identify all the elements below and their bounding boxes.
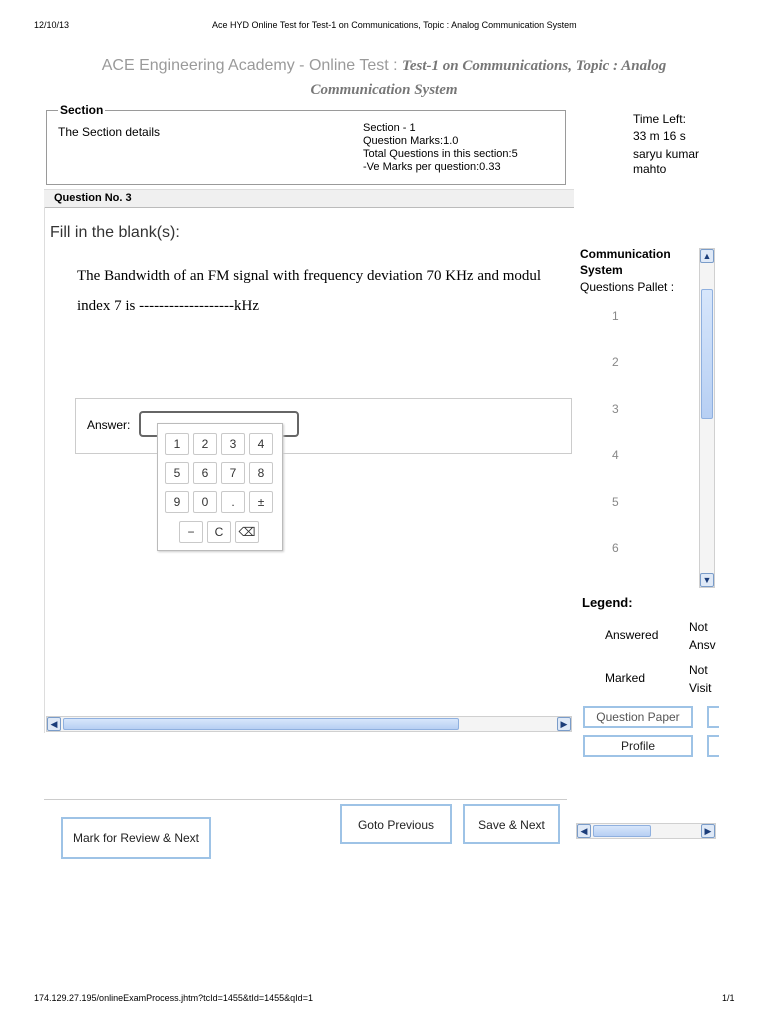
side-h-scrollbar[interactable] [576, 823, 716, 839]
legend-not-visited-line2: Visit [689, 681, 712, 695]
profile-button[interactable]: Profile [583, 735, 693, 757]
user-name-line2: mahto [633, 162, 667, 176]
key-7[interactable]: 7 [221, 462, 245, 484]
numeric-keypad [157, 423, 283, 551]
page-title [0, 57, 768, 75]
legend-not-answered-line2: Ansv [689, 638, 716, 652]
submit-button-clipped[interactable] [707, 735, 719, 757]
pallet-question-6[interactable]: 6 [612, 541, 619, 555]
time-left-value: 33 m 16 s [633, 129, 686, 143]
legend-answered: Answered [605, 628, 659, 642]
pallet-title [580, 246, 671, 278]
question-number-bar [44, 189, 574, 208]
pallet-question-3[interactable]: 3 [612, 402, 619, 416]
print-page-number: 1/1 [722, 993, 735, 1003]
backspace-icon[interactable]: ⌫ [235, 521, 259, 543]
question-h-scrollbar[interactable] [46, 716, 572, 732]
key-2[interactable]: 2 [193, 433, 217, 455]
key-8[interactable]: 8 [249, 462, 273, 484]
scroll-thumb[interactable] [63, 718, 459, 730]
site-title-prefix: ACE Engineering Academy - Online Test : [101, 57, 403, 74]
key-9[interactable]: 9 [165, 491, 189, 513]
key-3[interactable]: 3 [221, 433, 245, 455]
pallet-title-line1: Communication [580, 247, 671, 261]
section-marks: Question Marks:1.0 [363, 135, 459, 147]
side-scroll-left-icon[interactable]: ◀ [577, 824, 591, 838]
key-minus[interactable]: − [179, 521, 203, 543]
pallet-question-2[interactable]: 2 [612, 355, 619, 369]
key-clear[interactable]: C [207, 521, 231, 543]
user-name [633, 147, 699, 177]
section-details-label: The Section details [58, 125, 161, 139]
user-name-line1: saryu kumar [633, 147, 700, 161]
scroll-right-icon[interactable]: ▶ [557, 717, 571, 731]
key-dot[interactable]: . [221, 491, 245, 513]
key-1[interactable]: 1 [165, 433, 189, 455]
key-5[interactable]: 5 [165, 462, 189, 484]
status-panel [633, 111, 686, 145]
pallet-question-4[interactable]: 4 [612, 448, 619, 462]
print-title: Ace HYD Online Test for Test-1 on Communications, Topic : Analog Communication System [212, 20, 577, 30]
section-negative: -Ve Marks per question:0.33 [363, 161, 501, 173]
goto-previous-button[interactable]: Goto Previous [340, 804, 452, 844]
instructions-button-clipped[interactable] [707, 706, 719, 728]
section-total: Total Questions in this section:5 [363, 148, 518, 160]
mark-review-next-button[interactable]: Mark for Review & Next [61, 817, 211, 859]
side-scroll-right-icon[interactable]: ▶ [701, 824, 715, 838]
key-plus-minus[interactable]: ± [249, 491, 273, 513]
key-6[interactable]: 6 [193, 462, 217, 484]
legend-not-answered [689, 618, 717, 654]
key-4[interactable]: 4 [249, 433, 273, 455]
save-next-button[interactable]: Save & Next [463, 804, 560, 844]
pallet-scroll-thumb[interactable] [701, 289, 713, 419]
pallet-v-scrollbar[interactable] [699, 248, 715, 588]
pallet-title-line2: System [580, 263, 623, 277]
test-name-line1: Test-1 on Communications, Topic : Analog [402, 58, 667, 74]
question-text-line1: The Bandwidth of an FM signal with frequency deviation 70 KHz and modul [77, 268, 542, 284]
question-number: Question No. 3 [54, 192, 132, 204]
test-name-line2: Communication System [310, 82, 458, 98]
time-left-label: Time Left: [633, 112, 686, 126]
question-type: Fill in the blank(s): [50, 224, 180, 241]
pallet-question-5[interactable]: 5 [612, 495, 619, 509]
legend-title: Legend: [582, 595, 633, 610]
section-legend: Section [60, 103, 104, 117]
section-name: Section - 1 [363, 122, 416, 134]
scroll-up-icon[interactable]: ▲ [700, 249, 714, 263]
question-text-line2: index 7 is -------------------kHz [77, 298, 259, 314]
scroll-left-icon[interactable]: ◀ [47, 717, 61, 731]
scroll-down-icon[interactable]: ▼ [700, 573, 714, 587]
answer-label: Answer: [87, 418, 131, 432]
question-paper-button[interactable]: Question Paper [583, 706, 693, 728]
question-left-border [44, 207, 45, 733]
print-date: 12/10/13 [34, 20, 70, 30]
pallet-subtitle: Questions Pallet : [580, 280, 675, 294]
bottom-divider [44, 799, 567, 800]
legend-marked: Marked [605, 671, 646, 685]
legend-not-answered-line1: Not [689, 620, 708, 634]
section-info [363, 122, 518, 174]
print-url: 174.129.27.195/onlineExamProcess.jhtm?tcId=1455&tId=1455&qId=1 [34, 993, 313, 1003]
key-0[interactable]: 0 [193, 491, 217, 513]
pallet-question-1[interactable]: 1 [612, 309, 619, 323]
legend-not-visited [689, 661, 717, 697]
side-scroll-thumb[interactable] [593, 825, 651, 837]
legend-not-visited-line1: Not [689, 663, 708, 677]
